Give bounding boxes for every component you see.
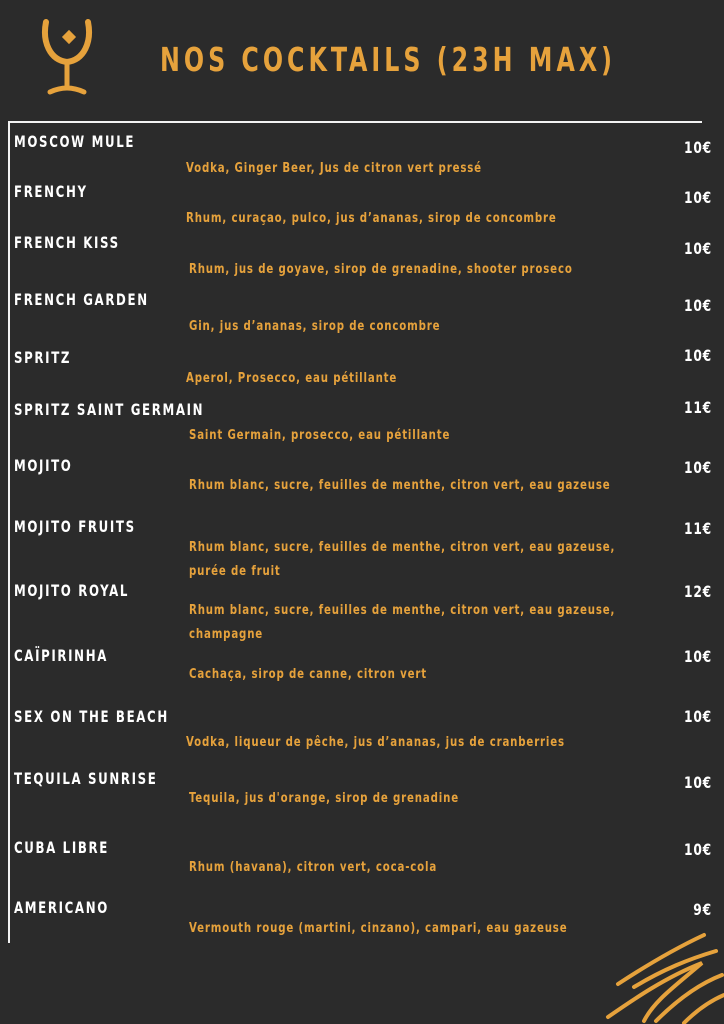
cocktail-price: 11€ — [683, 519, 712, 538]
cocktail-description: Vermouth rouge (martini, cinzano), campari, eau gazeuse — [189, 920, 568, 936]
cocktail-name: MOJITO FRUITS — [14, 517, 136, 536]
cocktail-price: 12€ — [683, 582, 712, 601]
list-item — [0, 581, 724, 641]
cocktail-name: CAÏPIRINHA — [14, 646, 108, 665]
cocktail-description: Rhum, jus de goyave, sirop de grenadine, shooter proseco — [189, 261, 573, 277]
cocktail-price: 10€ — [683, 138, 712, 157]
cocktail-name: FRENCH GARDEN — [14, 290, 149, 309]
cocktail-price: 10€ — [683, 840, 712, 859]
cocktail-name: MOJITO — [14, 456, 73, 475]
cocktail-price: 11€ — [683, 398, 712, 417]
cocktail-price: 10€ — [683, 647, 712, 666]
cocktail-description: Vodka, liqueur de pêche, jus d’ananas, jus de cranberries — [186, 734, 565, 750]
wine-glass-icon — [40, 18, 94, 98]
cocktail-name: MOSCOW MULE — [14, 132, 136, 151]
cocktail-description: Aperol, Prosecco, eau pétillante — [186, 370, 398, 386]
cocktail-description: Rhum blanc, sucre, feuilles de menthe, citron vert, eau gazeuse, — [189, 602, 616, 618]
cocktail-price: 9€ — [693, 900, 712, 919]
cocktail-description: Vodka, Ginger Beer, Jus de citron vert pressé — [186, 160, 482, 176]
cocktail-description: Cachaça, sirop de canne, citron vert — [189, 666, 427, 682]
cocktail-description: Gin, jus d’ananas, sirop de concombre — [189, 318, 441, 334]
cocktail-name: AMERICANO — [14, 898, 109, 917]
cocktail-name: SPRITZ SAINT GERMAIN — [14, 400, 205, 419]
list-item — [0, 290, 724, 350]
cocktail-price: 10€ — [683, 707, 712, 726]
cocktail-name: TEQUILA SUNRISE — [14, 769, 158, 788]
cocktail-price: 10€ — [683, 239, 712, 258]
cocktail-name: FRENCH KISS — [14, 233, 120, 252]
cocktail-name: SEX ON THE BEACH — [14, 707, 169, 726]
cocktail-price: 10€ — [683, 773, 712, 792]
cocktail-description: Rhum blanc, sucre, feuilles de menthe, citron vert, eau gazeuse, — [189, 539, 616, 555]
scribble-icon — [604, 929, 724, 1024]
cocktail-description: Rhum, curaçao, pulco, jus d’ananas, sirop de concombre — [186, 210, 557, 226]
list-item — [0, 707, 724, 767]
cocktail-name: SPRITZ — [14, 348, 72, 367]
cocktail-name: MOJITO ROYAL — [14, 581, 130, 600]
list-item — [0, 348, 724, 408]
list-item — [0, 233, 724, 293]
cocktail-price: 10€ — [683, 296, 712, 315]
cocktail-price: 10€ — [683, 346, 712, 365]
list-item — [0, 400, 724, 460]
cocktail-name: CUBA LIBRE — [14, 838, 109, 857]
list-item — [0, 769, 724, 829]
cocktail-description: Saint Germain, prosecco, eau pétillante — [189, 427, 451, 443]
cocktail-description-line2: champagne — [189, 626, 264, 642]
page-title: NOS COCKTAILS (23H MAX) — [160, 40, 616, 79]
cocktail-price: 10€ — [683, 188, 712, 207]
list-item — [0, 646, 724, 706]
frame-top-line — [9, 121, 702, 123]
list-item — [0, 456, 724, 516]
cocktail-description: Rhum (havana), citron vert, coca-cola — [189, 859, 438, 875]
cocktail-name: FRENCHY — [14, 182, 88, 201]
list-item — [0, 838, 724, 898]
cocktail-description: Rhum blanc, sucre, feuilles de menthe, citron vert, eau gazeuse — [189, 477, 611, 493]
list-item — [0, 517, 724, 577]
cocktail-description: Tequila, jus d'orange, sirop de grenadine — [189, 790, 459, 806]
cocktail-description-line2: purée de fruit — [189, 563, 281, 579]
cocktail-price: 10€ — [683, 458, 712, 477]
